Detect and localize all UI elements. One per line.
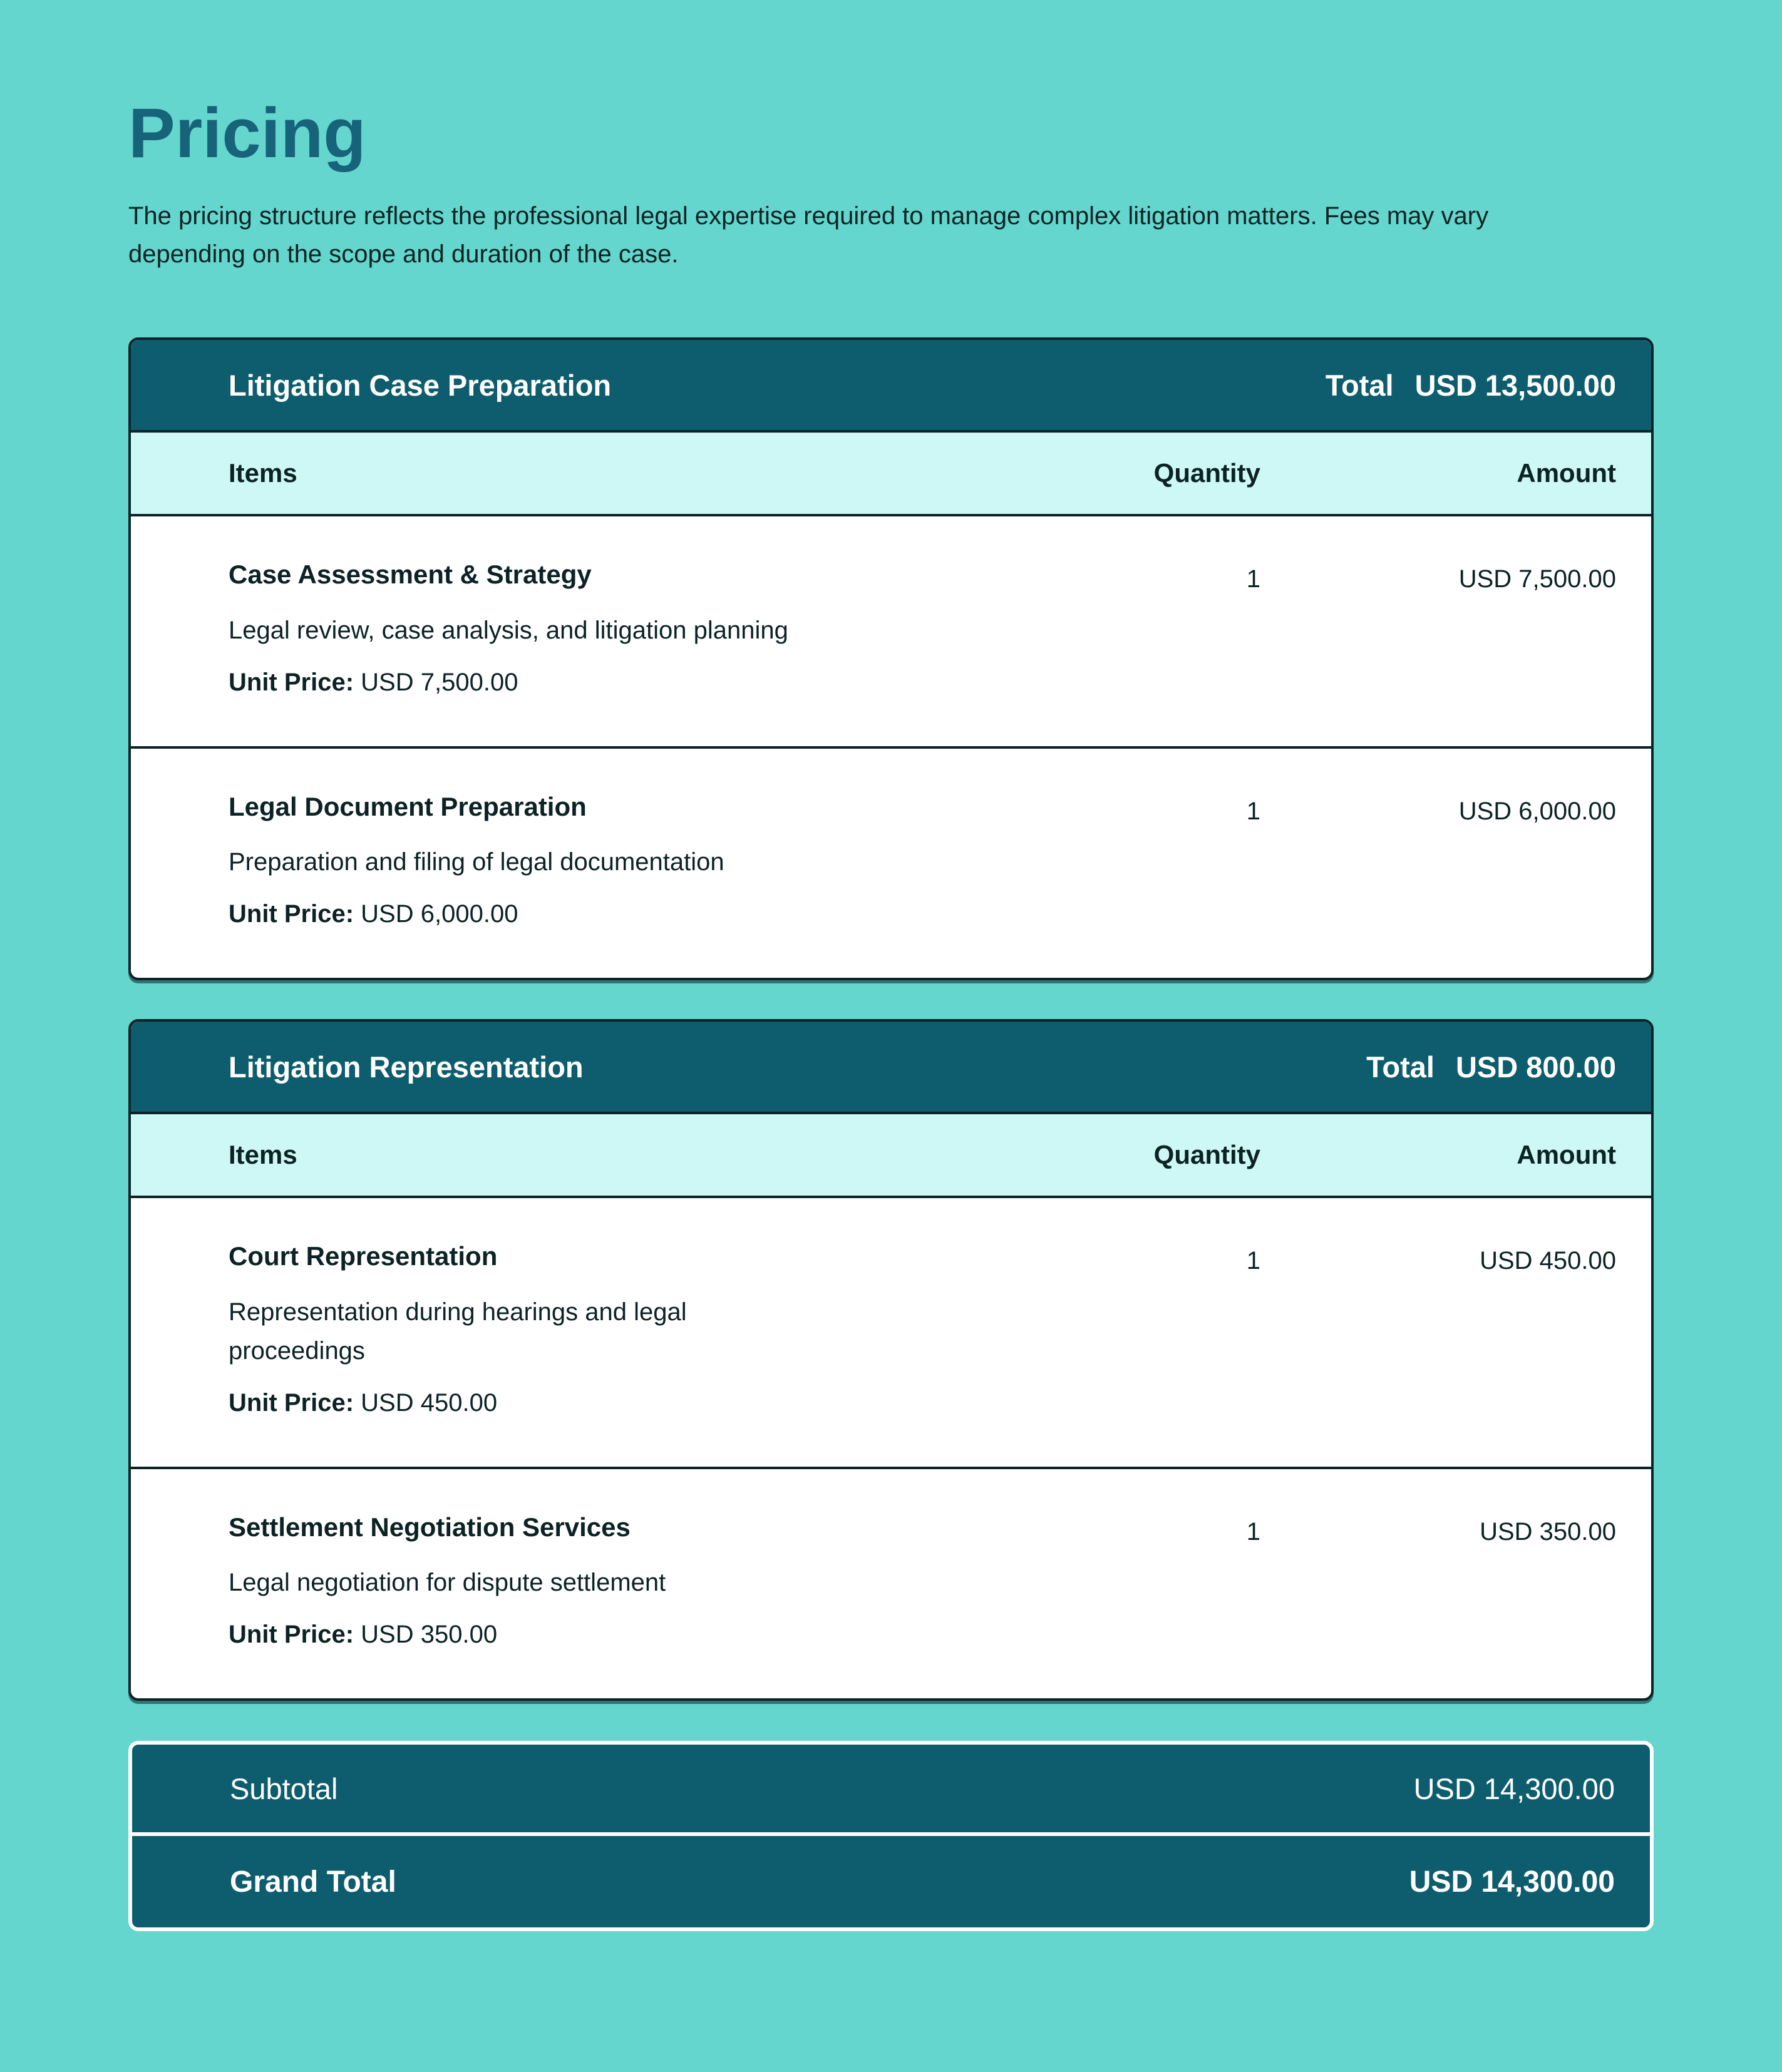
section-total [1326,368,1616,403]
item-quantity: 1 [1246,565,1260,593]
section-total [1366,1050,1616,1084]
unit-price-label: Unit Price: [229,668,354,696]
section-card-litigation-representation [128,1019,1654,1701]
column-header-row [131,433,1651,516]
grand-total-value: USD 14,300.00 [1409,1865,1615,1899]
unit-price-label: Unit Price: [229,1388,354,1417]
grand-total-row [132,1836,1650,1927]
item-details [229,558,1010,700]
column-header-items: Items [229,458,297,488]
section-total-label: Total [1366,1050,1434,1084]
item-amount: USD 350.00 [1480,1517,1616,1546]
item-quantity: 1 [1246,1247,1260,1275]
column-header-amount: Amount [1517,1140,1616,1170]
summary-card [128,1741,1654,1931]
item-description: Legal review, case analysis, and litigation planning [229,616,788,644]
item-title: Legal Document Preparation [229,791,587,821]
item-quantity: 1 [1246,1517,1260,1546]
item-unit-price [229,1385,1010,1420]
section-total-value: USD 13,500.00 [1414,368,1616,402]
column-header-quantity: Quantity [1153,1140,1260,1170]
item-row [131,749,1651,978]
item-amount: USD 6,000.00 [1458,797,1616,825]
item-unit-price [229,1617,1010,1652]
item-row [131,516,1651,749]
item-unit-price [229,665,1010,700]
item-description: Legal negotiation for dispute settlement [229,1569,666,1597]
unit-price-label: Unit Price: [229,1621,354,1649]
section-card-litigation-case-preparation [128,337,1654,980]
grand-total-label: Grand Total [230,1865,396,1899]
column-header-quantity: Quantity [1153,458,1260,488]
item-row [131,1469,1651,1699]
unit-price-value: USD 450.00 [361,1388,498,1417]
section-total-label: Total [1325,368,1394,402]
unit-price-label: Unit Price: [229,900,354,928]
item-unit-price [229,896,1010,931]
item-details [229,1510,1010,1653]
section-header [131,340,1651,433]
unit-price-value: USD 6,000.00 [361,900,518,928]
page-title: Pricing [128,94,366,172]
column-header-items: Items [229,1140,297,1170]
column-header-amount: Amount [1517,458,1616,488]
item-description: Preparation and filing of legal documentation [229,848,724,876]
item-amount: USD 450.00 [1480,1247,1616,1275]
column-header-row [131,1114,1651,1198]
item-description: Representation during hearings and legal proceedings [229,1298,687,1365]
item-row [131,1198,1651,1469]
subtotal-value: USD 14,300.00 [1413,1772,1615,1805]
page-description: The pricing structure reflects the professional legal expertise required to manage complex litigation matters. Fees may vary depending on the scope and duration of the case. [128,202,1489,269]
section-header [131,1022,1651,1114]
subtotal-row [132,1745,1650,1836]
item-title: Case Assessment & Strategy [229,560,592,590]
section-title: Litigation Representation [229,1050,584,1084]
item-details [229,1239,1010,1420]
item-details [229,790,1010,932]
unit-price-value: USD 350.00 [361,1621,498,1649]
item-amount: USD 7,500.00 [1458,565,1616,593]
unit-price-value: USD 7,500.00 [361,668,518,696]
subtotal-label: Subtotal [230,1772,338,1805]
item-quantity: 1 [1246,797,1260,825]
section-total-value: USD 800.00 [1455,1050,1616,1084]
section-title: Litigation Case Preparation [229,368,612,402]
item-title: Settlement Negotiation Services [229,1512,631,1542]
item-title: Court Representation [229,1241,498,1271]
